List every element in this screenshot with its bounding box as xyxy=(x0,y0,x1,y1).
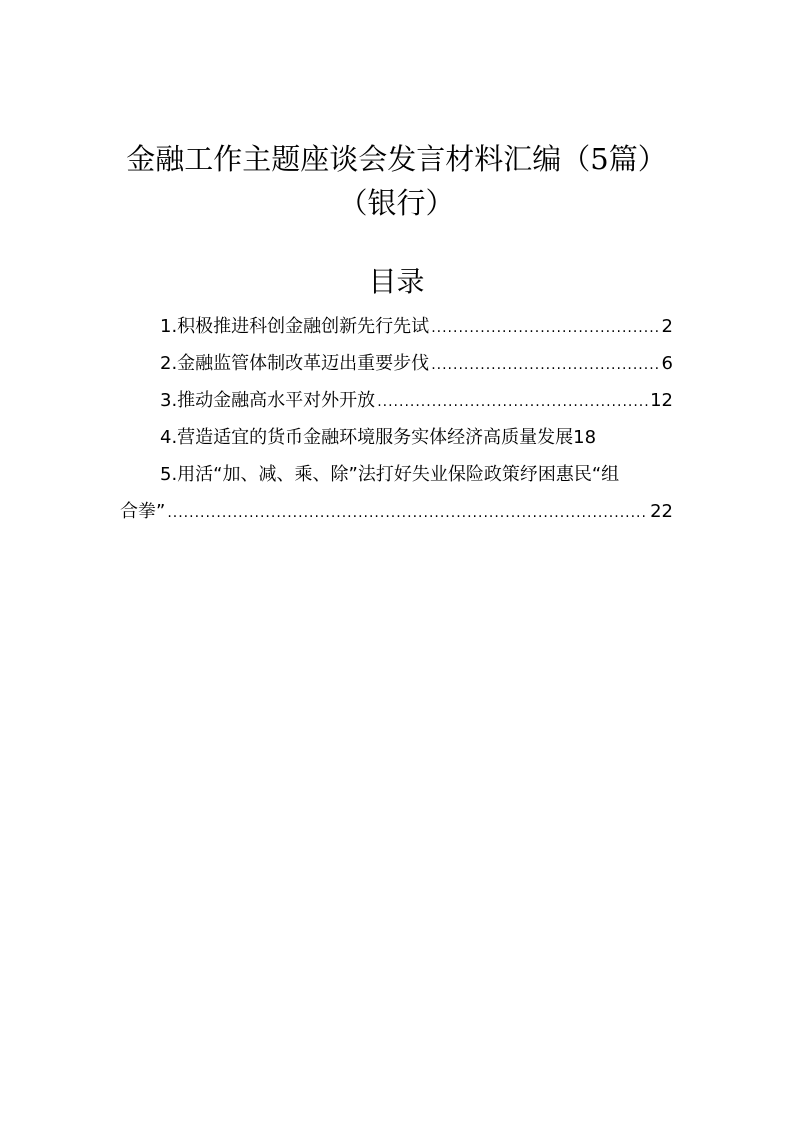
toc-entry-title: 2.金融监管体制改革迈出重要步伐 xyxy=(160,353,430,374)
toc-entry-page: 18 xyxy=(573,427,597,448)
table-of-contents xyxy=(120,308,673,530)
toc-entry-title: 5.用活“加、减、乘、除”法打好失业保险政策纾困惠民“组 xyxy=(160,464,620,485)
toc-entry-title: 3.推动金融高水平对外开放 xyxy=(160,390,376,411)
toc-entry-page: 6 xyxy=(661,353,673,374)
toc-heading: 目录 xyxy=(368,265,425,298)
toc-entry[interactable] xyxy=(120,308,673,345)
toc-entry-title-cont: 合拳” xyxy=(120,501,166,522)
toc-entry[interactable] xyxy=(120,419,673,456)
toc-leader-dots xyxy=(431,347,659,384)
toc-entry-page: 22 xyxy=(650,501,673,522)
toc-entry[interactable] xyxy=(120,345,673,382)
toc-leader-dots xyxy=(167,495,648,532)
toc-leader-dots xyxy=(377,384,648,421)
toc-leader-dots xyxy=(431,310,659,347)
toc-entry[interactable] xyxy=(120,456,673,530)
toc-entry-page: 2 xyxy=(661,316,673,337)
toc-entry-continuation xyxy=(120,493,673,530)
toc-entry[interactable] xyxy=(120,382,673,419)
document-subtitle: （银行） xyxy=(338,186,455,220)
document-title: 金融工作主题座谈会发言材料汇编（5篇） xyxy=(126,142,667,176)
toc-entry-title: 4.营造适宜的货币金融环境服务实体经济高质量发展 xyxy=(160,427,574,448)
toc-entry-title: 1.积极推进科创金融创新先行先试 xyxy=(160,316,430,337)
toc-entry-page: 12 xyxy=(650,390,673,411)
